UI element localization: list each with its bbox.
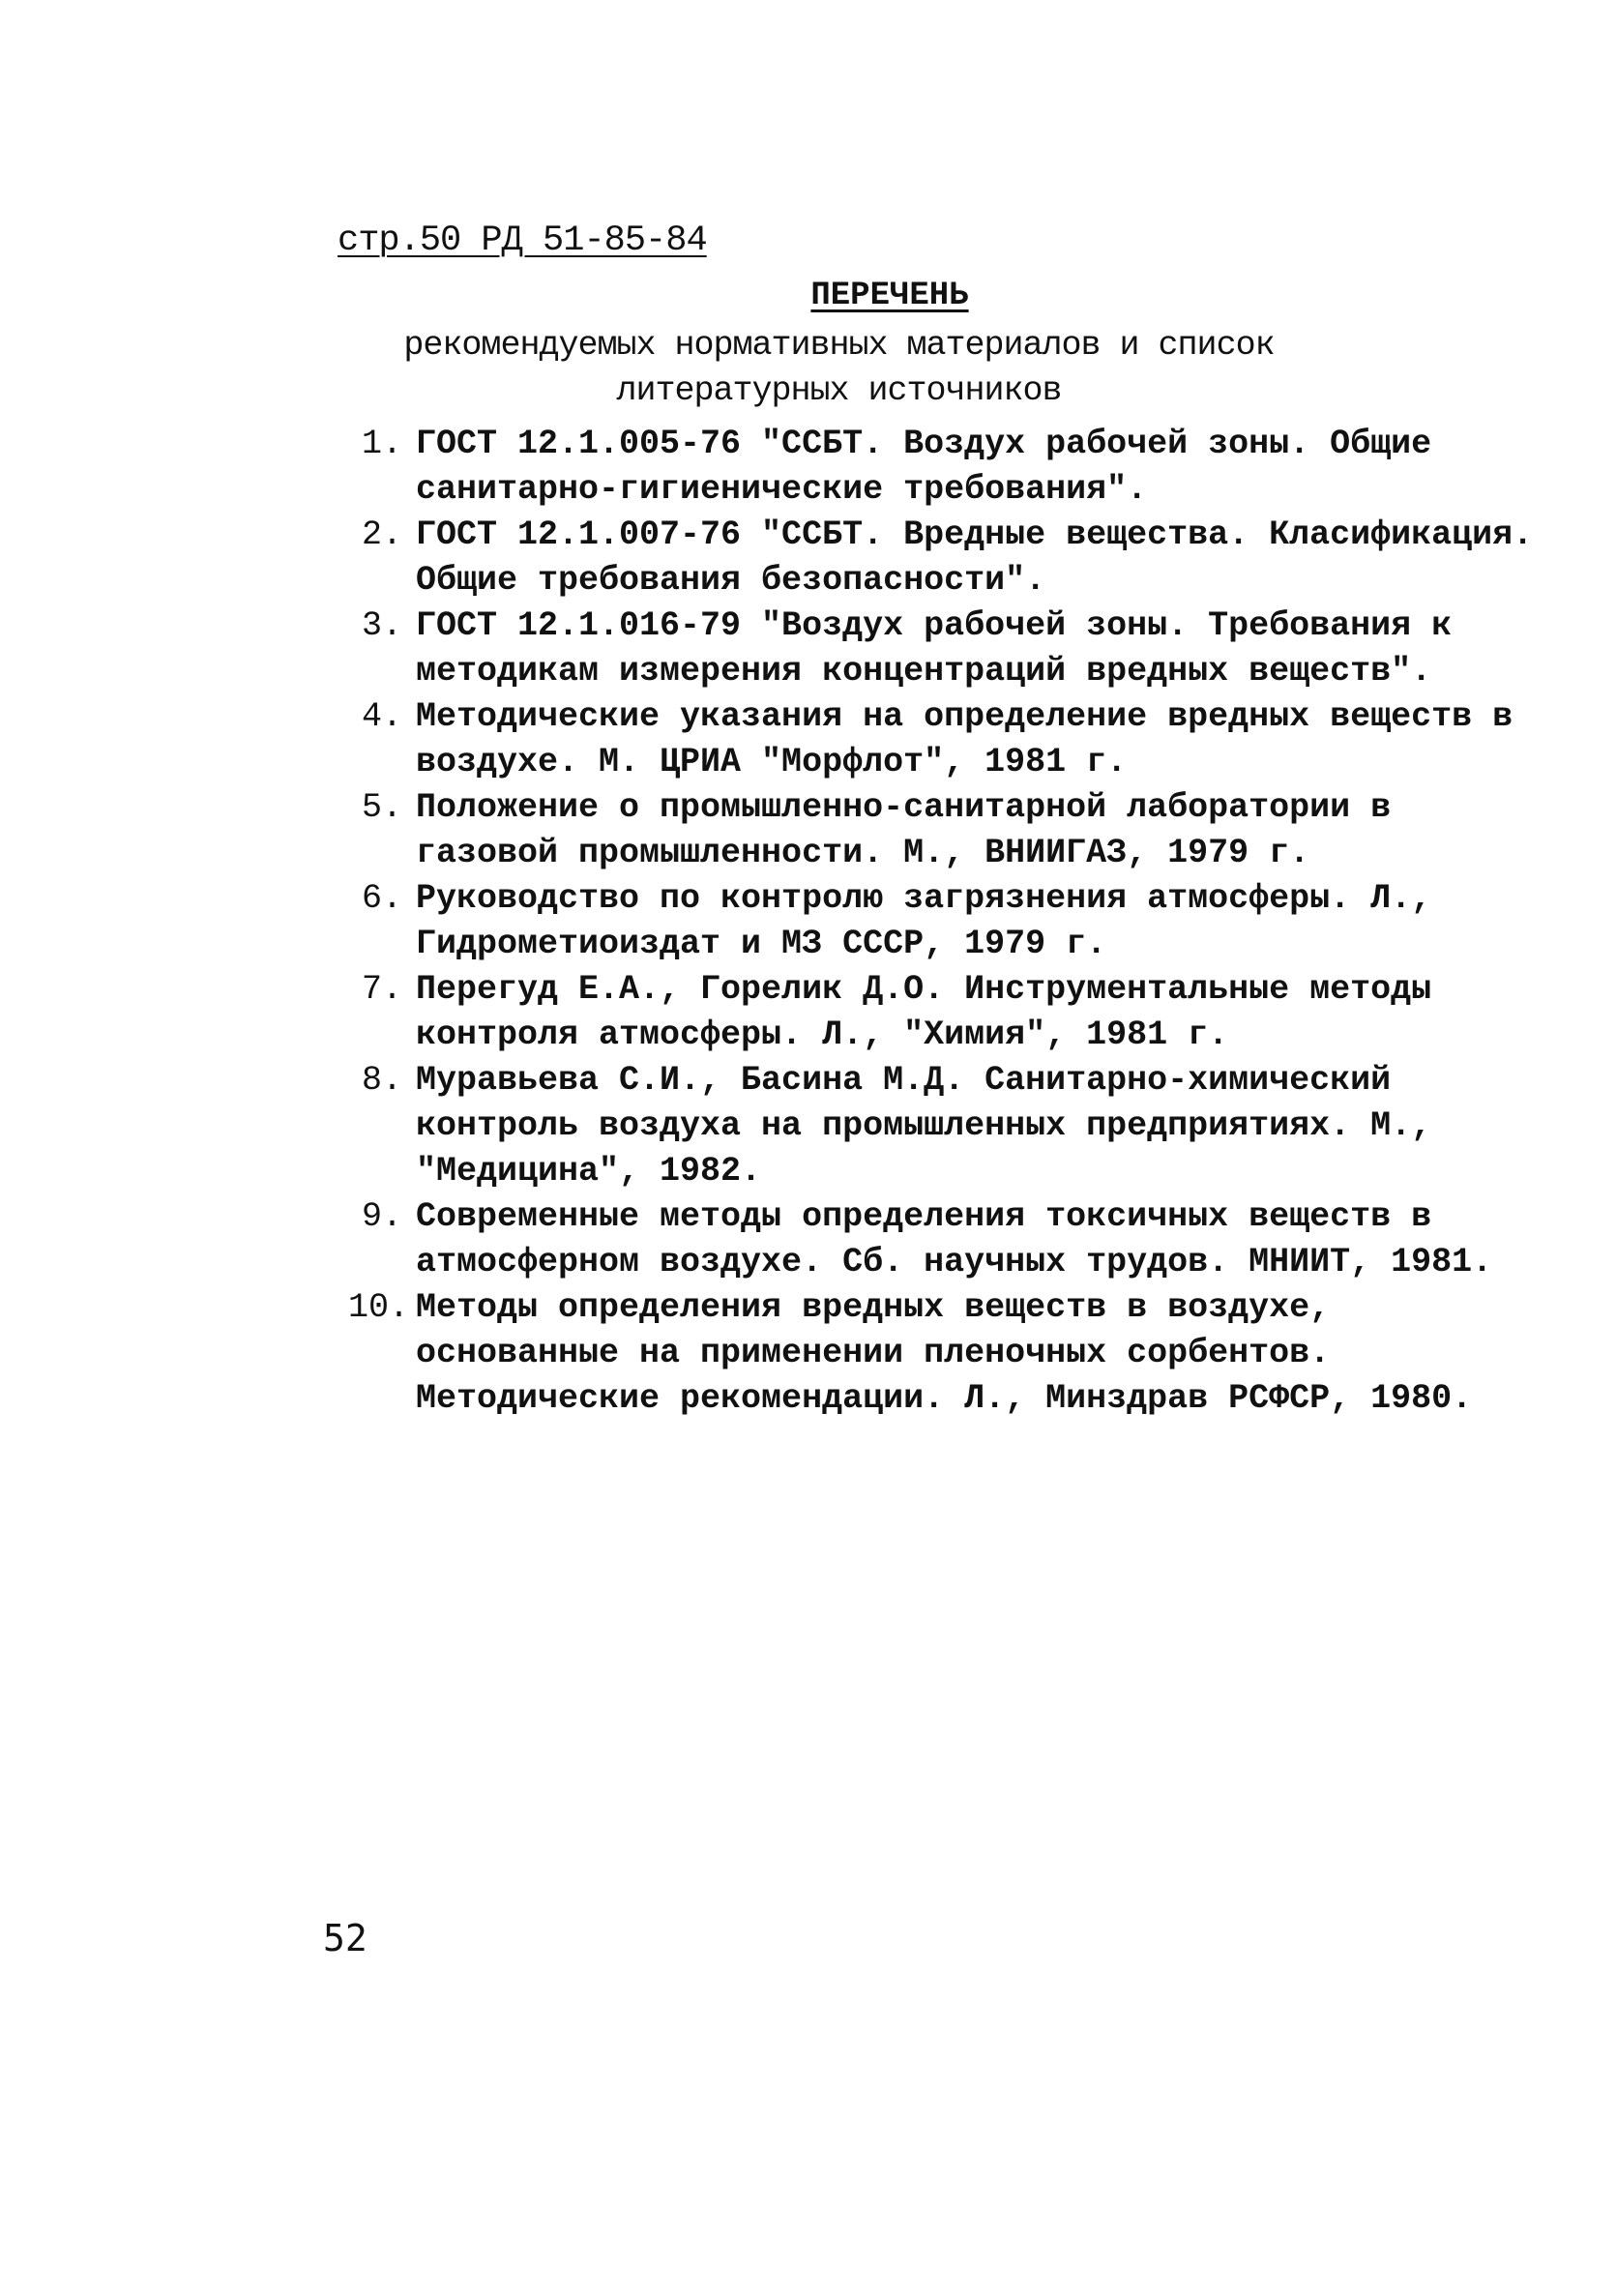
reference-text: ГОСТ 12.1.016-79 "Воздух рабочей зоны. Требования к методикам измерения концентраций вредных веществ". [416,606,1453,691]
page-number: 52 [323,1917,367,1959]
reference-item [348,422,1538,513]
reference-text: Руководство по контролю загрязнения атмосферы. Л., Гидрометиоиздат и МЗ СССР, 1979 г. [416,879,1432,963]
reference-number: 3. [361,606,402,645]
reference-item [348,876,1538,967]
reference-text: Муравьева С.И., Басина М.Д. Санитарно-химический контроль воздуха на промышленных предприятиях. М., "Медицина", 1982. [416,1061,1432,1191]
document-title: ПЕРЕЧЕНЬ [810,278,969,314]
reference-list [348,422,1538,1422]
reference-text: Методы определения вредных веществ в воздухе, основанные на применении пленочных сорбентов. Методические рекомендации. Л., Минздрав РСФСР, 1980. [416,1288,1473,1418]
document-header-reference: стр.50 РД 51-85-84 [338,221,707,261]
reference-item [348,694,1538,785]
reference-text: ГОСТ 12.1.007-76 "ССБТ. Вредные вещества. Класификация. Общие требования безопасности". [416,515,1534,600]
reference-item [348,513,1538,603]
reference-number: 7. [361,970,402,1009]
reference-number: 1. [361,425,402,463]
document-subtitle-line-2: литературных источников [616,371,1062,410]
reference-item [348,1285,1538,1422]
reference-number: 8. [361,1061,402,1100]
reference-number: 2. [361,515,402,554]
reference-number: 10. [348,1288,410,1327]
reference-item [348,967,1538,1058]
reference-text: Положение о промышленно-санитарной лаборатории в газовой промышленности. М., ВНИИГАЗ, 1979 г. [416,788,1392,872]
reference-item [348,1194,1538,1285]
reference-number: 6. [361,879,402,918]
reference-number: 5. [361,788,402,827]
document-subtitle-line-1: рекомендуемых нормативных материалов и список [403,326,1275,365]
reference-item [348,785,1538,876]
reference-text: Методические указания на определение вредных веществ в воздухе. М. ЦРИА "Морфлот", 1981 г. [416,697,1513,781]
reference-item [348,603,1538,694]
reference-number: 4. [361,697,402,736]
reference-item [348,1058,1538,1194]
reference-text: Перегуд Е.А., Горелик Д.О. Инструментальные методы контроля атмосферы. Л., "Химия", 1981 г. [416,970,1432,1054]
reference-text: Современные методы определения токсичных веществ в атмосферном воздухе. Сб. научных трудов. МНИИТ, 1981. [416,1197,1493,1281]
reference-number: 9. [361,1197,402,1236]
reference-text: ГОСТ 12.1.005-76 "ССБТ. Воздух рабочей зоны. Общие санитарно-гигиенические требования". [416,425,1432,509]
